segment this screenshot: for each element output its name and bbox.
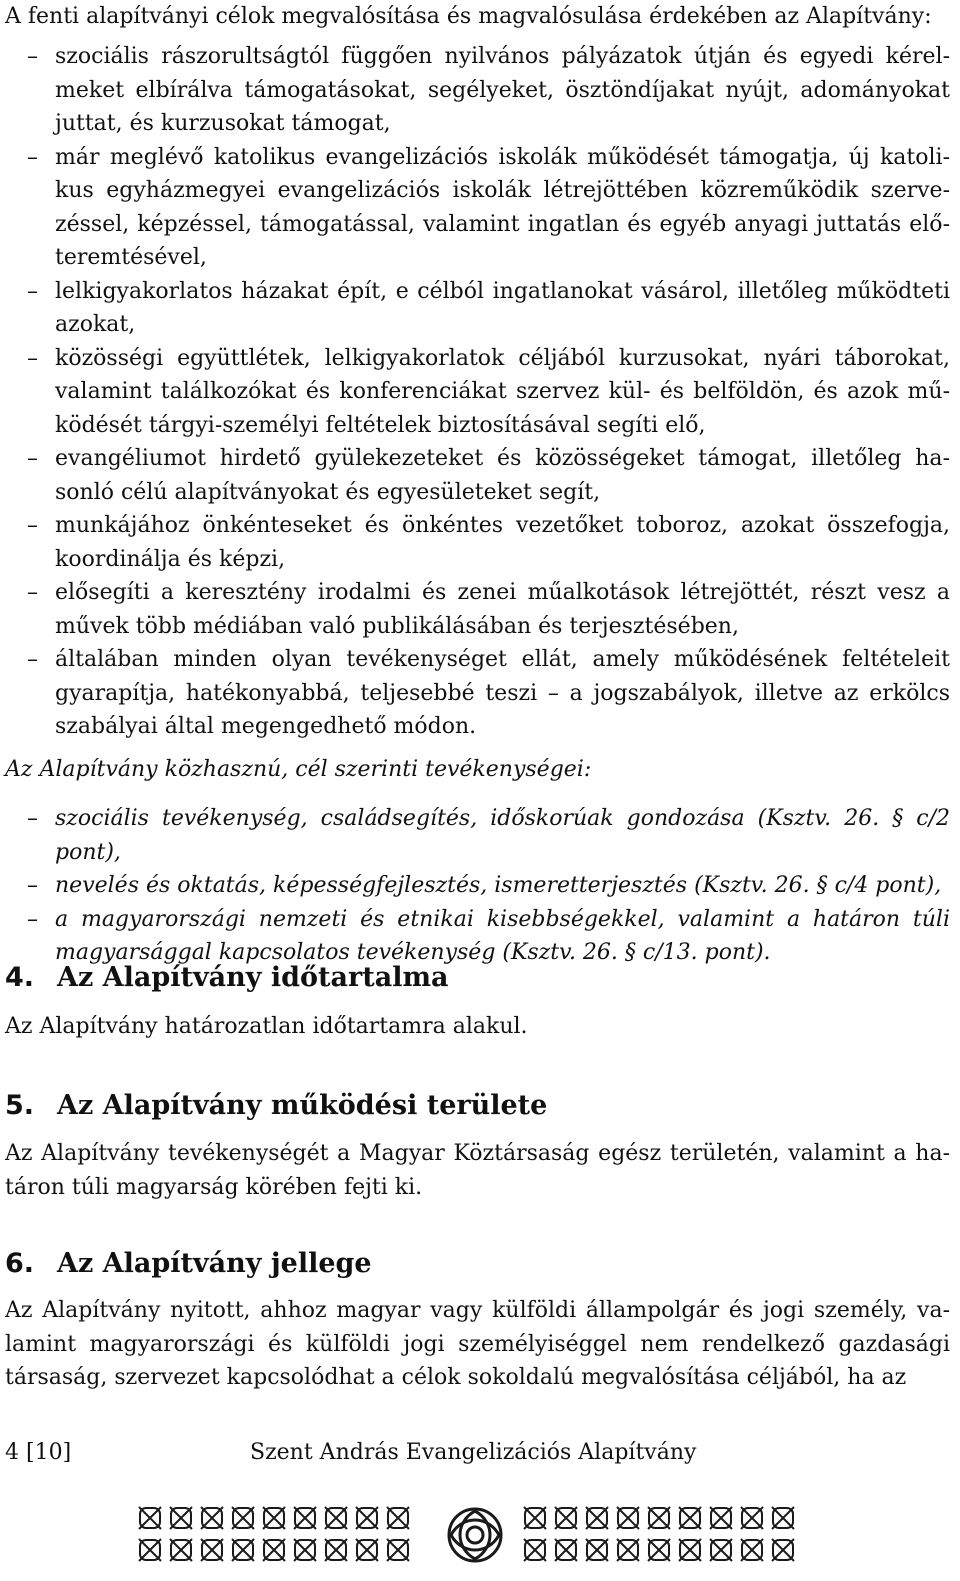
celtic-knot-ornament-icon [135, 1502, 815, 1568]
section-number: 4. [5, 962, 35, 993]
list-item: – lelkigyakorlatos házakat épít, e célból ingatlanokat vásárol, illetőleg működteti azokat, [5, 275, 950, 342]
list-item: – evangéliumot hirdető gyülekezeteket és közösségeket támogat, illetőleg hasonló célú alapítványokat és egyesületeket segít, [5, 442, 950, 509]
section-title: Az Alapítvány működési területe [57, 1090, 548, 1121]
section-number: 5. [5, 1090, 35, 1121]
section-heading [5, 1248, 372, 1279]
list-dash: – [27, 806, 38, 831]
section-heading [5, 962, 449, 993]
list-dash: – [27, 873, 38, 898]
section-body: Az Alapítvány nyitott, ahhoz magyar vagy külföldi állampolgár és jogi személy, valamint magyarországi és külföldi jogi személyiséggel nem rendelkező gazdasági társaság, szervezet kapcsolódhat a célok sokoldalú megvalósítása céljából, ha az [5, 1298, 950, 1390]
list-dash: – [27, 278, 38, 304]
public-benefit-list [5, 802, 950, 970]
list-item: – közösségi együttlétek, lelkigyakorlatok céljából kurzusokat, nyári táborokat, valamint találkozókat és konferenciákat szervez kül- és belföldön, és azok működését tárgyi-személyi feltételek biztosításával segíti elő, [5, 342, 950, 443]
footer-organization: Szent András Evangelizációs Alapítvány [250, 1440, 697, 1465]
list-item: – nevelés és oktatás, képességfejlesztés, ismeretterjesztés (Ksztv. 26. § c/4 pont), [5, 869, 950, 903]
list-item: – munkájához önkénteseket és önkéntes vezetőket toboroz, azokat összefogja, koordinálja és képzi, [5, 509, 950, 576]
list-item: – általában minden olyan tevékenységet ellát, amely működésének feltételeit gyarapítja, hatékonyabbá, teljesebbé teszi – a jogszabályok, illetve az erkölcs szabályai által megengedhető módon. [5, 643, 950, 744]
intro-paragraph: A fenti alapítványi célok megvalósítása és magvalósulása érdekében az Alapítvány: [5, 4, 932, 29]
list-item: – a magyarországi nemzeti és etnikai kisebbségekkel, valamint a határon túli magyarsággal kapcsolatos tevékenység (Ksztv. 26. § c/13. pont). [5, 903, 950, 970]
goals-list [5, 40, 950, 744]
section-heading [5, 1090, 547, 1121]
list-dash: – [27, 446, 38, 471]
page-footer [5, 1440, 696, 1465]
page-number: 4 [10] [5, 1440, 72, 1465]
list-dash: – [27, 513, 38, 538]
list-dash: – [27, 345, 38, 371]
list-item: – már meglévő katolikus evangelizációs iskolák működését támogatja, új katolikus egyházmegyei evangelizációs iskolák létrejöttében közreműködik szervezéssel, képzéssel, támogatással, valamint ingatlan és egyéb anyagi juttatás előteremtésével, [5, 141, 950, 275]
list-item: – szociális tevékenység, családsegítés, időskorúak gondozása (Ksztv. 26. § c/2 pont), [5, 802, 950, 869]
list-dash: – [27, 144, 38, 170]
list-item: – szociális rászorultságtól függően nyilvános pályázatok útján és egyedi kérelmeket elbírálva támogatásokat, segélyeket, ösztöndíjakat nyújt, adományokat juttat, és kurzusokat támogat, [5, 40, 950, 141]
list-item: – elősegíti a keresztény irodalmi és zenei műalkotások létrejöttét, részt vesz a művek több médiában való publikálásában és terjesztésében, [5, 576, 950, 643]
section-body: Az Alapítvány tevékenységét a Magyar Köztársaság egész területén, valamint a határon túli magyarság körében fejti ki. [5, 1141, 950, 1200]
section-title: Az Alapítvány időtartalma [57, 962, 449, 993]
public-benefit-heading: Az Alapítvány közhasznú, cél szerinti tevékenységei: [5, 757, 592, 782]
list-dash: – [27, 580, 38, 605]
section-body: Az Alapítvány határozatlan időtartamra alakul. [5, 1014, 528, 1039]
list-dash: – [27, 44, 38, 69]
section-number: 6. [5, 1248, 35, 1279]
section-title: Az Alapítvány jellege [57, 1248, 372, 1279]
list-dash: – [27, 906, 38, 932]
list-dash: – [27, 647, 38, 672]
